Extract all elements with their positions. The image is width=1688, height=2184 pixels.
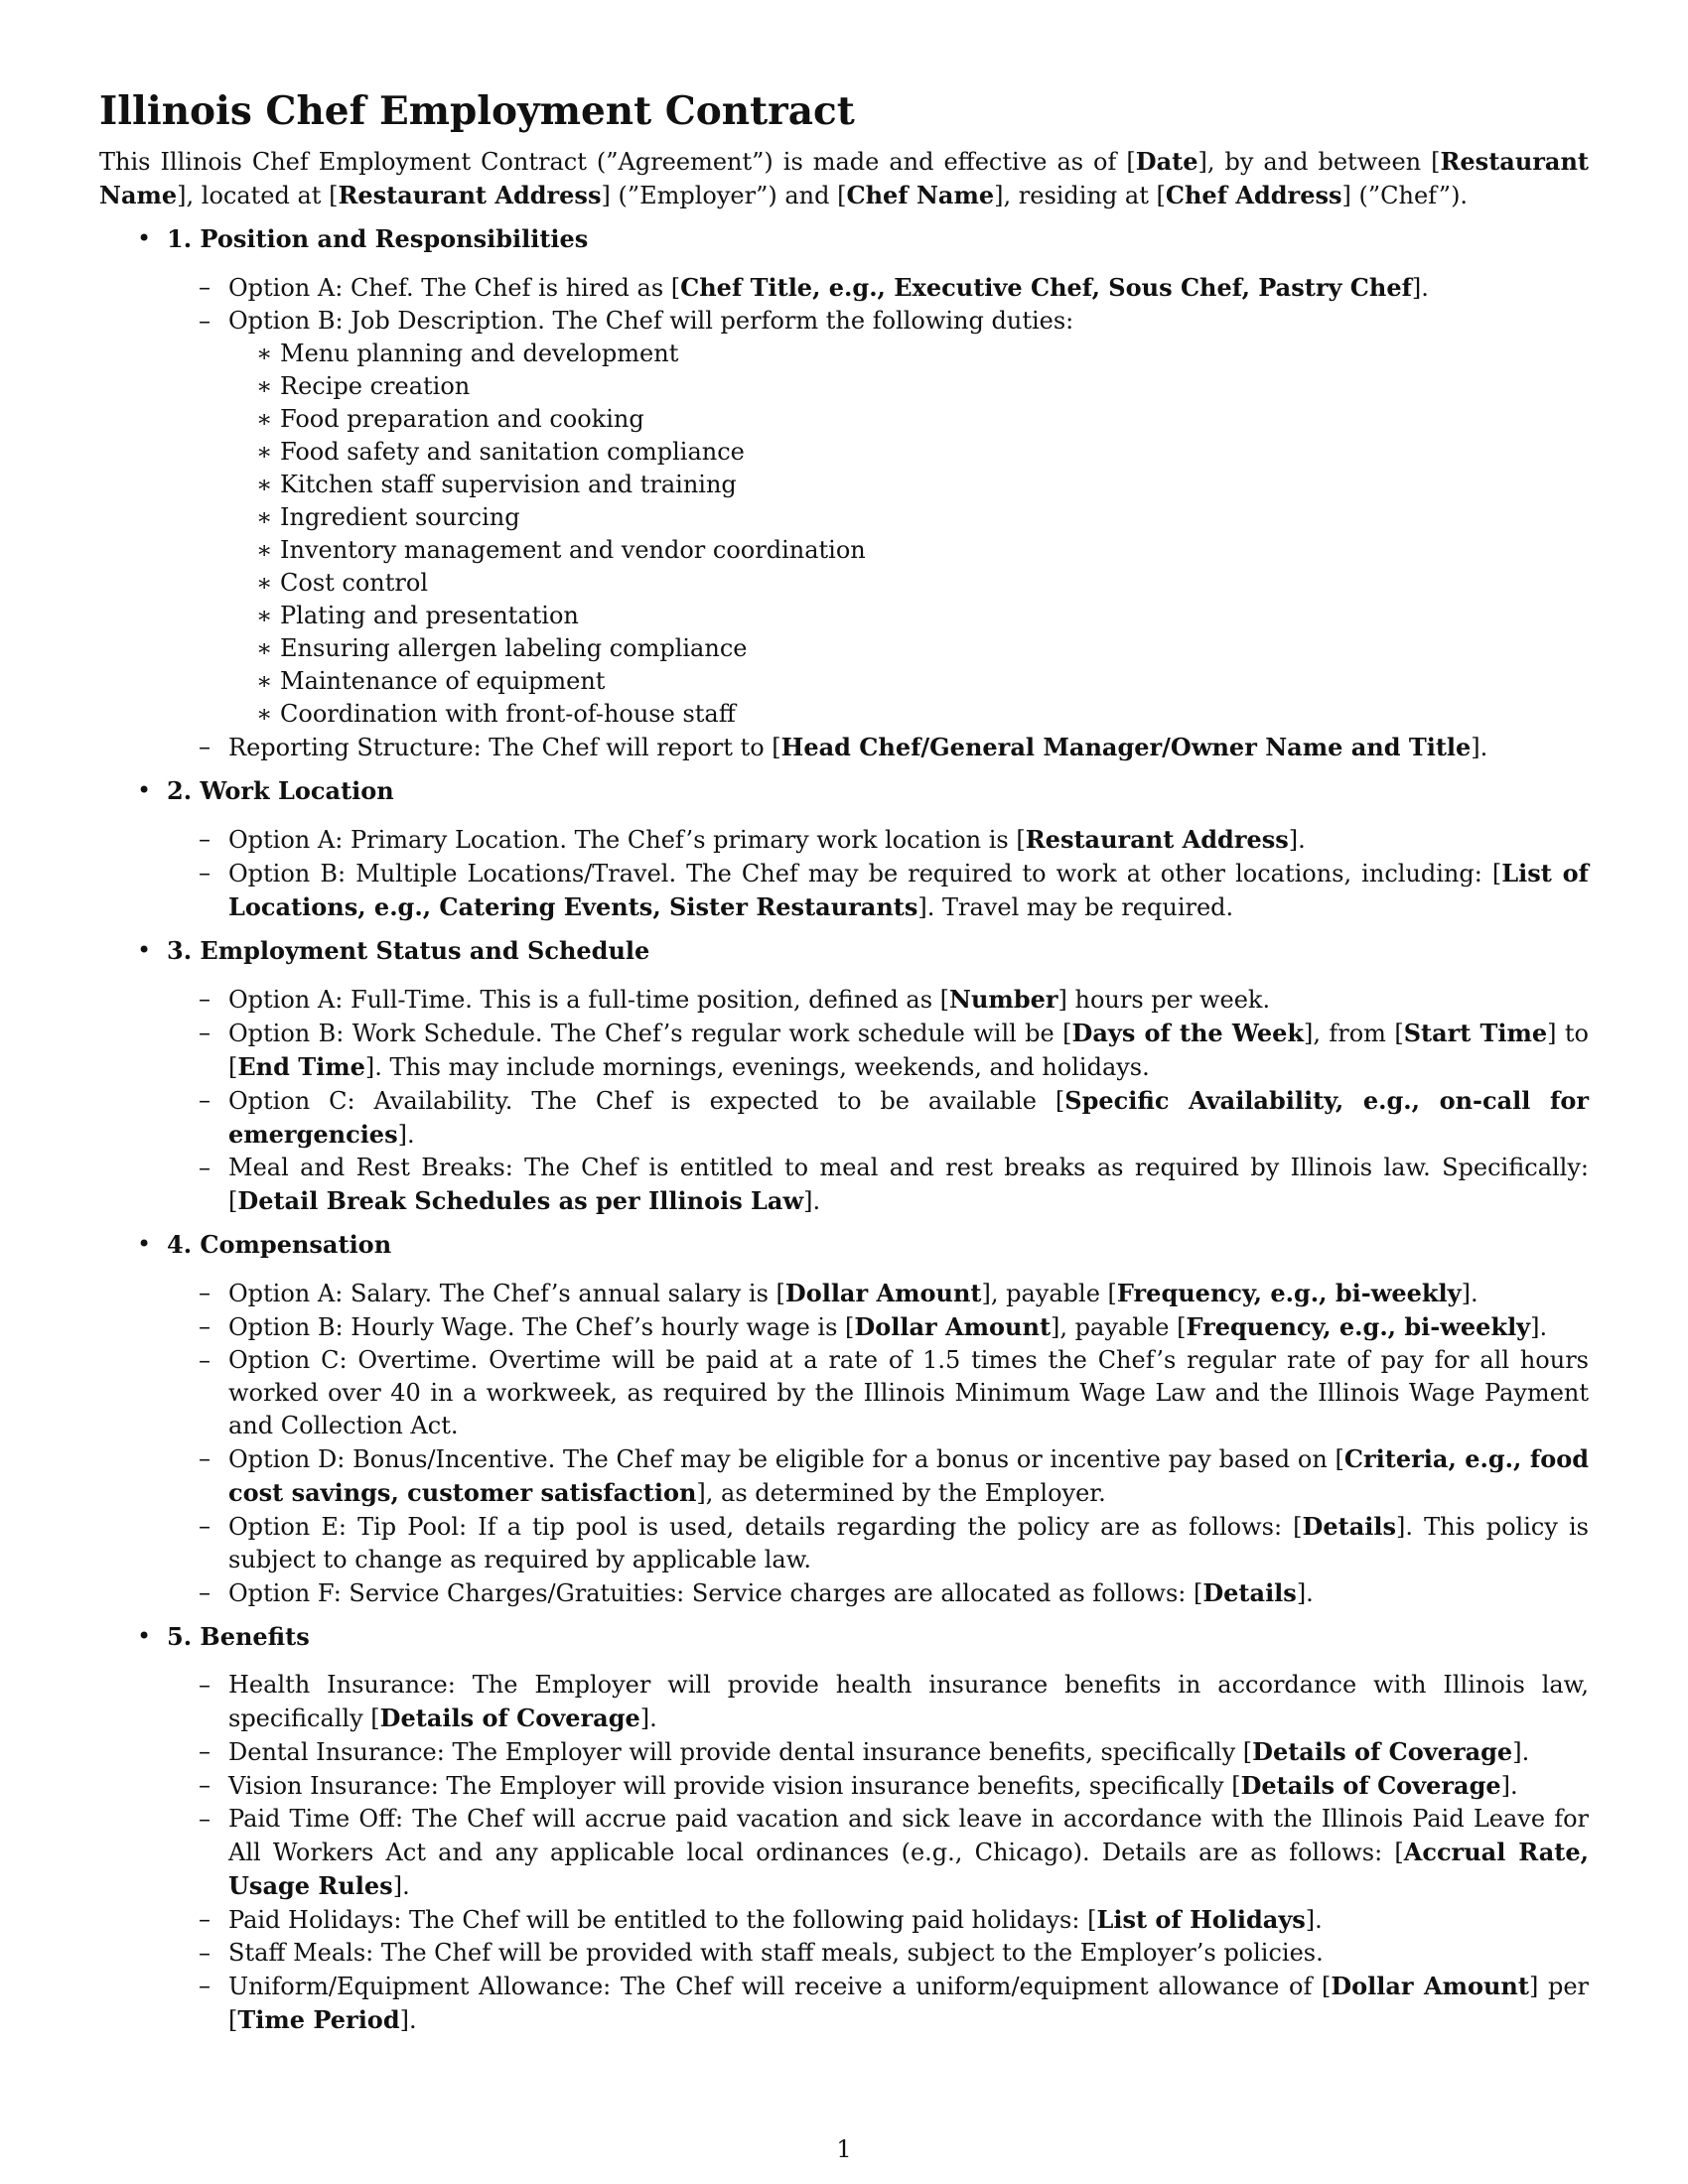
asterisk-icon: ∗ [256,438,273,466]
text-run: ]. [1288,826,1306,854]
text-run: Health Insurance: The Employer will provide health insurance benefits in accordance with Illinois law, specifically [ [228,1671,1589,1732]
duty-text: Cost control [280,569,428,597]
option-text [228,1973,1589,2034]
dash-icon: – [199,1512,211,1540]
option-text [228,1313,1547,1341]
text-run: Vision Insurance: The Employer will provide vision insurance benefits, specifically [ [228,1772,1241,1800]
asterisk-icon: ∗ [256,634,273,662]
option-list [167,1669,1589,2037]
section-heading: 2. Work Location [167,776,394,805]
option-item [167,1769,1589,1803]
option-item [167,1970,1589,2037]
option-item [167,1937,1589,1970]
text-run: ]. [1512,1738,1530,1766]
placeholder-field: End Time [237,1052,365,1081]
dash-icon: – [199,1086,211,1114]
dash-icon: – [199,1312,211,1340]
placeholder-field: Dollar Amount [1331,1972,1529,2000]
option-text [228,307,1073,335]
option-item [167,1669,1589,1735]
text-run: [ [1126,148,1136,176]
text-run: Option A: Salary. The Chef’s annual salary is [ [228,1280,785,1307]
dash-icon: – [199,1771,211,1799]
duty-text: Menu planning and development [280,340,679,367]
option-list [167,271,1589,764]
option-item [167,1017,1589,1084]
dash-icon: – [199,1671,211,1699]
placeholder-field: List of Locations, e.g., Catering Events, Sister Restaurants [228,859,1590,921]
option-text [228,274,1429,302]
placeholder-field: Restaurant Name [99,147,1590,209]
dash-icon: – [199,1939,211,1967]
duty-item [228,534,1589,567]
duty-text: Ensuring allergen labeling compliance [280,634,748,662]
text-run: Option A: Full-Time. This is a full-time position, defined as [ [228,986,950,1014]
section [99,774,1589,924]
dash-icon: – [199,1905,211,1933]
bullet-icon: • [137,1622,152,1650]
text-run: ] (”Employer”) and [ [601,182,847,209]
text-run: ]. [803,1187,821,1215]
text-run: Uniform/Equipment Allowance: The Chef will receive a uniform/equipment allowance of [ [228,1973,1332,2000]
option-text [228,734,1487,761]
duty-item [228,436,1589,469]
dash-icon: – [199,859,211,887]
dash-icon: – [199,825,211,853]
duty-item [228,338,1589,370]
section-heading: 4. Compensation [167,1230,392,1259]
option-text [228,1445,1589,1507]
placeholder-field: List of Holidays [1096,1905,1306,1934]
text-run: Staff Meals: The Chef will be provided with staff meals, subject to the Employer’s policies. [228,1939,1324,1967]
placeholder-field: Restaurant Address [338,181,602,209]
option-text [228,1939,1324,1967]
option-item [167,1903,1589,1937]
option-item [167,983,1589,1017]
document-page [99,83,1589,2047]
text-run: ] to [ [228,1020,1590,1081]
placeholder-field: Accrual Rate, Usage Rules [228,1838,1589,1900]
dash-icon: – [199,1972,211,1999]
dash-icon: – [199,1279,211,1306]
placeholder-field: Details of Coverage [379,1704,640,1732]
text-run: ]. [1500,1772,1518,1800]
duty-text: Food preparation and cooking [280,405,644,433]
duty-item [228,665,1589,698]
section-list [99,222,1589,2037]
text-run: Option A: Chef. The Chef is hired as [ [228,274,681,302]
option-list [167,983,1589,1218]
placeholder-field: Details [1302,1512,1397,1541]
placeholder-field: Chef Name [846,181,995,209]
option-text [228,1154,1589,1215]
asterisk-icon: ∗ [256,536,273,564]
asterisk-icon: ∗ [256,471,273,498]
text-run: ], as determined by the Employer. [696,1479,1106,1507]
duty-item [228,403,1589,436]
option-text [228,1772,1518,1800]
text-run: ] hours per week. [1057,986,1271,1014]
duty-text: Maintenance of equipment [280,667,606,695]
bullet-icon: • [137,776,152,804]
option-text [228,826,1306,854]
intro-paragraph [99,145,1589,212]
placeholder-field: Criteria, e.g., food cost savings, customer satisfaction [228,1444,1589,1507]
placeholder-field: Frequency, e.g., bi-weekly [1116,1279,1462,1307]
placeholder-field: Details of Coverage [1240,1771,1501,1800]
asterisk-icon: ∗ [256,372,273,400]
text-run: ]. [1296,1579,1314,1607]
duty-text: Ingredient sourcing [280,503,520,531]
option-text [228,1671,1589,1732]
text-run: ]. This policy is subject to change as required by applicable law. [228,1513,1589,1573]
dash-icon: – [199,1154,211,1181]
text-run: ]. This may include mornings, evenings, weekends, and holidays. [364,1053,1150,1081]
option-item [167,1310,1589,1344]
text-run: Option B: Job Description. The Chef will perform the following duties: [228,307,1074,335]
dash-icon: – [199,1346,211,1374]
placeholder-field: Dollar Amount [784,1279,982,1307]
section [99,222,1589,764]
dash-icon: – [199,985,211,1013]
bullet-icon: • [137,1230,152,1258]
bullet-icon: • [137,224,152,252]
text-run: ]. [399,2006,417,2034]
text-run: Option B: Work Schedule. The Chef’s regular work schedule will be [ [228,1020,1072,1047]
option-item [167,305,1589,731]
duty-item [228,600,1589,632]
dash-icon: – [199,1805,211,1833]
duty-item [228,632,1589,665]
duty-list [228,338,1589,731]
text-run: Reporting Structure: The Chef will report to [ [228,734,781,761]
text-run: ]. [1471,734,1488,761]
placeholder-field: Chef Address [1165,181,1342,209]
option-text [228,1579,1314,1607]
option-text [228,1513,1589,1573]
dash-icon: – [199,1019,211,1046]
option-item [167,1803,1589,1903]
placeholder-field: Days of the Week [1071,1019,1304,1047]
option-item [167,1576,1589,1610]
dash-icon: – [199,1737,211,1765]
text-run: Dental Insurance: The Employer will provide dental insurance benefits, specifically [ [228,1738,1253,1766]
text-run: Option E: Tip Pool: If a tip pool is used, details regarding the policy are as follows: [ [228,1513,1303,1541]
dash-icon: – [199,307,211,335]
duty-item [228,469,1589,501]
text-run: ]. [639,1705,657,1732]
text-run: ]. Travel may be required. [917,893,1234,921]
option-item [167,1735,1589,1769]
bullet-icon: • [137,936,152,964]
duty-text: Kitchen staff supervision and training [280,471,737,498]
section-heading: 5. Benefits [167,1622,310,1651]
text-run: Option A: Primary Location. The Chef’s primary work location is [ [228,826,1026,854]
section-heading: 3. Employment Status and Schedule [167,936,650,965]
option-item [167,1152,1589,1218]
text-run: Option C: Availability. The Chef is expected to be available [ [228,1087,1065,1115]
asterisk-icon: ∗ [256,700,273,728]
duty-text: Plating and presentation [280,602,579,629]
dash-icon: – [199,733,211,760]
text-run: Option B: Hourly Wage. The Chef’s hourly wage is [ [228,1313,855,1341]
asterisk-icon: ∗ [256,503,273,531]
section [99,1228,1589,1610]
asterisk-icon: ∗ [256,602,273,629]
text-run: This Illinois Chef Employment Contract (”Agreement”) is made and effective as of [99,148,1127,176]
duty-text: Recipe creation [280,372,471,400]
duty-item [228,567,1589,600]
text-run: Paid Time Off: The Chef will accrue paid vacation and sick leave in accordance with the Illinois Paid Leave for All Workers Act and any applicable local ordinances (e.g., Chicago). Details are as follows: [ [228,1805,1589,1866]
text-run: ], located at [ [177,182,339,209]
asterisk-icon: ∗ [256,405,273,433]
placeholder-field: Head Chef/General Manager/Owner Name and Title [780,733,1472,761]
text-run: Option D: Bonus/Incentive. The Chef may be eligible for a bonus or incentive pay based on [ [228,1445,1344,1473]
text-run: Option F: Service Charges/Gratuities: Service charges are allocated as follows: [ [228,1579,1203,1607]
text-run: ] (”Chef”). [1341,182,1469,209]
section [99,1620,1589,2037]
text-run: ], payable [ [981,1280,1117,1307]
text-run: ], by and between [ [1197,148,1441,176]
option-item [167,1510,1589,1576]
text-run: Meal and Rest Breaks: The Chef is entitled to meal and rest breaks as required by Illinois law. Specifically: [ [228,1154,1589,1215]
option-item [167,1084,1589,1152]
placeholder-field: Time Period [237,2005,400,2034]
placeholder-field: Dollar Amount [854,1312,1052,1341]
placeholder-field: Number [949,985,1058,1014]
option-text [228,1346,1589,1439]
section [99,934,1589,1218]
placeholder-field: Chef Title, e.g., Executive Chef, Sous Chef, Pastry Chef [680,273,1412,302]
option-item [167,1277,1589,1310]
placeholder-field: Date [1135,147,1198,176]
option-text [228,1280,1478,1307]
duty-text: Coordination with front-of-house staff [280,700,736,728]
option-text [228,986,1270,1014]
text-run: ]. [392,1872,410,1900]
text-run: ], residing at [ [994,182,1166,209]
duty-item [228,501,1589,534]
text-run: Option B: Multiple Locations/Travel. The Chef may be required to work at other locations, including: [ [228,860,1502,887]
option-item [167,857,1589,924]
option-text [228,1805,1589,1900]
dash-icon: – [199,273,211,301]
text-run: ]. [1411,274,1429,302]
option-text [228,860,1589,921]
text-run: ]. [1530,1313,1548,1341]
option-text [228,1020,1589,1081]
placeholder-field: Detail Break Schedules as per Illinois Law [237,1186,804,1215]
text-run: ], from [ [1303,1020,1404,1047]
page-title: Illinois Chef Employment Contract [99,88,855,134]
option-list [167,823,1589,924]
duty-text: Inventory management and vendor coordination [280,536,866,564]
option-item [167,1442,1589,1510]
text-run: ]. [1461,1280,1478,1307]
duty-item [228,698,1589,731]
section-heading: 1. Position and Responsibilities [167,224,589,253]
asterisk-icon: ∗ [256,667,273,695]
text-run: ] per [ [228,1973,1589,2034]
duty-text: Food safety and sanitation compliance [280,438,745,466]
text-run: Option C: Overtime. Overtime will be paid at a rate of 1.5 times the Chef’s regular rate of pay for all hours worked over 40 in a workweek, as required by the Illinois Minimum Wage Law and the Illinois Wage Payment and Collection Act. [228,1346,1589,1439]
dash-icon: – [199,1444,211,1472]
option-text [228,1906,1323,1934]
option-item [167,823,1589,857]
option-item [167,731,1589,764]
text-run: ], payable [ [1051,1313,1187,1341]
text-run: Paid Holidays: The Chef will be entitled to the following paid holidays: [ [228,1906,1097,1934]
dash-icon: – [199,1578,211,1606]
placeholder-field: Details [1202,1578,1297,1607]
option-text [228,1087,1589,1149]
option-list [167,1277,1589,1610]
asterisk-icon: ∗ [256,569,273,597]
placeholder-field: Frequency, e.g., bi-weekly [1186,1312,1531,1341]
duty-item [228,370,1589,403]
text-run: ]. [1305,1906,1323,1934]
page-number: 1 [836,2135,852,2163]
placeholder-field: Details of Coverage [1252,1737,1513,1766]
placeholder-field: Restaurant Address [1025,825,1289,854]
placeholder-field: Specific Availability, e.g., on-call for emergencies [228,1086,1589,1149]
option-text [228,1738,1529,1766]
text-run: ]. [397,1121,415,1149]
placeholder-field: Start Time [1403,1019,1548,1047]
option-item [167,1344,1589,1442]
option-item [167,271,1589,305]
asterisk-icon: ∗ [256,340,273,367]
